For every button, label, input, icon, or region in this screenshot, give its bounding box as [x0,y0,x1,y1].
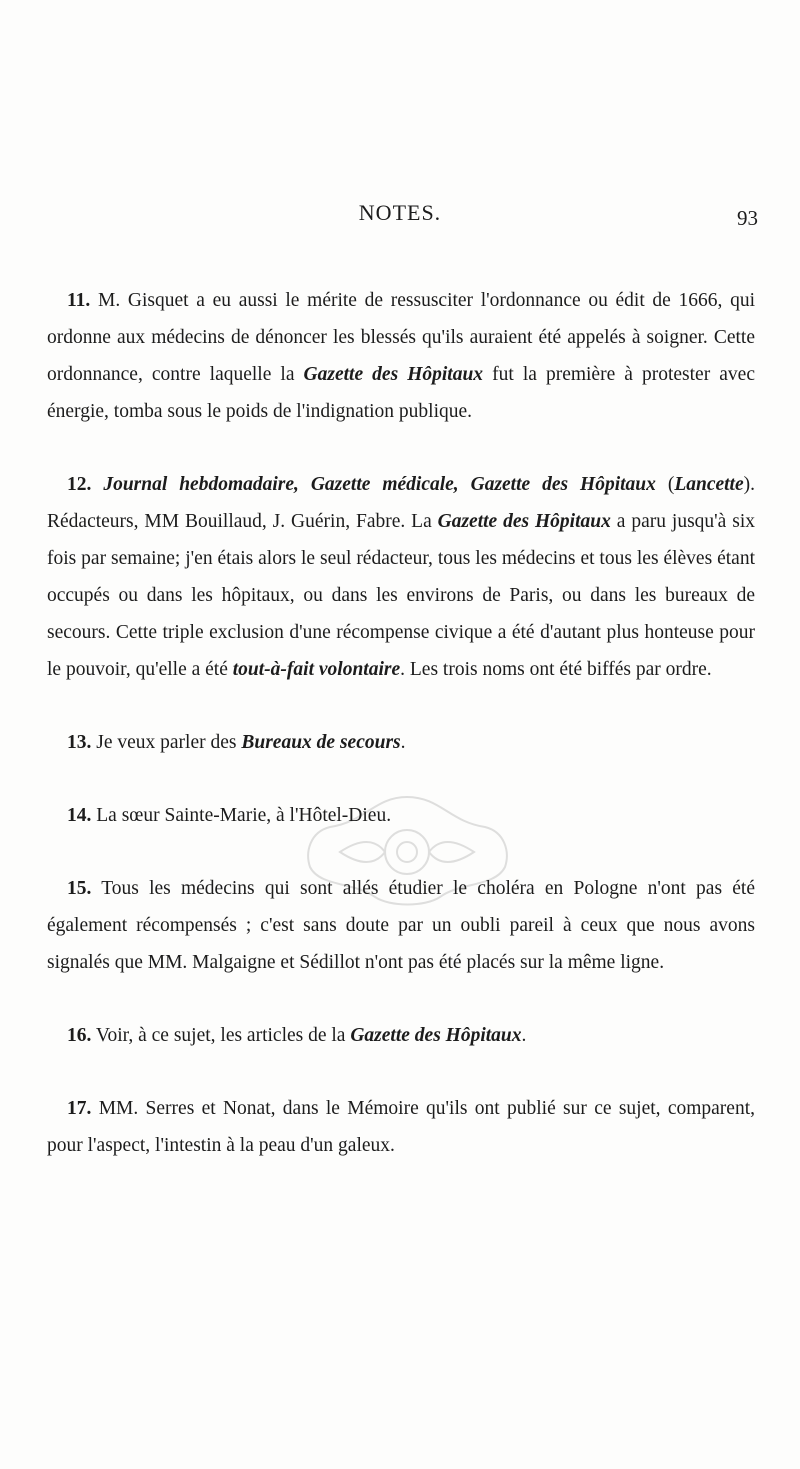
note-number: 13. [67,732,92,753]
note-13 [47,724,755,761]
running-header: NOTES. [358,200,442,225]
note-italic-text: Gazette des Hôpitaux [303,364,484,385]
note-16 [47,1017,755,1054]
note-15 [47,870,755,981]
note-number: 17. [67,1098,92,1119]
note-text: ( [655,474,675,495]
note-italic-text: Journal hebdomadaire, Gazette médicale, Gazette des Hôpitaux [103,474,656,495]
note-14 [47,797,755,834]
note-17 [47,1090,755,1164]
note-text: Je veux parler des [96,732,242,753]
note-text: La sœur Sainte-Marie, à l'Hôtel-Dieu. [96,805,392,826]
page-number: 93 [737,206,758,230]
note-text: Voir, à ce sujet, les articles de la [95,1025,351,1046]
note-text: ). Rédacteurs, MM Bouillaud, J. Guérin, Fabre. La [47,474,756,532]
note-number: 11. [67,290,91,311]
note-text: . Les trois noms ont été biffés par ordre. [400,659,712,680]
note-italic-text: Bureaux de secours [241,732,401,753]
note-text: Tous les médecins qui sont allés étudier le choléra en Pologne n'ont pas été également récompensés ; c'est sans doute par un oubli pareil à ceux que nous avons signalés que MM. Malgaigne et Sédillot n'ont pas été placés sur la même ligne. [47,878,755,973]
note-12 [47,466,755,688]
note-11 [47,282,755,430]
notes-list [47,282,755,1200]
note-number: 15. [67,878,92,899]
note-text: . [521,1025,527,1046]
note-number: 12. [67,474,92,495]
note-number: 16. [67,1025,92,1046]
note-text: fut la première à protester avec énergie, tomba sous le poids de l'indignation publique. [47,364,755,422]
note-text: . [400,732,406,753]
note-text: a paru jusqu'à six fois par semaine; j'en étais alors le seul rédacteur, tous les médecins et tous les élèves étant occupés ou dans les hôpitaux, ou dans les environs de Paris, ou dans les bureaux de secours. Cette triple exclusion d'une récompense civique a été d'autant plus honteuse pour le pouvoir, qu'elle a été [47,511,755,680]
note-text: M. Gisquet a eu aussi le mérite de ressusciter l'ordonnance ou édit de 1666, qui ordonne aux médecins de dénoncer les blessés qu'ils auraient été appelés à soigner. Cette ordonnance, contre laquelle la [47,290,756,385]
note-number: 14. [67,805,92,826]
note-italic-text: tout-à-fait volontaire [232,659,401,680]
note-italic-text: Gazette des Hôpitaux [437,511,611,532]
note-italic-text: Gazette des Hôpitaux [350,1025,522,1046]
note-italic-text: Lancette [674,474,744,495]
note-text: MM. Serres et Nonat, dans le Mémoire qu'ils ont publié sur ce sujet, comparent, pour l'aspect, l'intestin à la peau d'un galeux. [47,1098,755,1156]
